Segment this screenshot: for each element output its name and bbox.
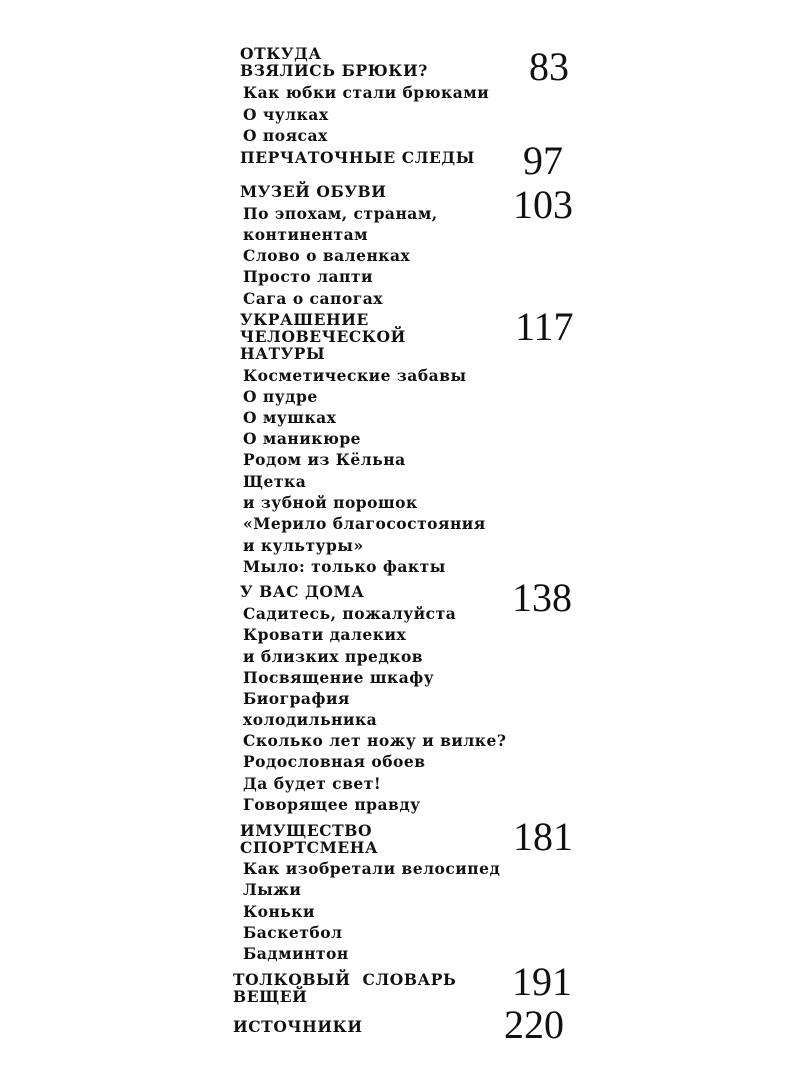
page-number: 103 xyxy=(513,182,573,227)
subsection-item: Щетка xyxy=(243,472,307,491)
subsection-item: Садитесь, пожалуйста xyxy=(243,604,457,623)
subsection-item: холодильника xyxy=(243,710,378,729)
section-title: У ВАС ДОМА xyxy=(240,582,365,601)
subsection-item: Как изобретали велосипед xyxy=(243,859,501,878)
page-number: 191 xyxy=(512,959,572,1004)
subsection-item: Биография xyxy=(243,689,350,708)
section-title: ВЕЩЕЙ xyxy=(233,987,308,1006)
subsection-item: О пудре xyxy=(243,387,318,406)
section-title: МУЗЕЙ ОБУВИ xyxy=(240,182,387,201)
subsection-item: Сага о сапогах xyxy=(243,289,383,308)
subsection-item: По эпохам, странам, xyxy=(243,204,438,223)
section-title: УКРАШЕНИЕ xyxy=(240,310,369,329)
page-number: 220 xyxy=(504,1002,564,1047)
subsection-item: Как юбки стали брюками xyxy=(243,83,490,102)
section-title: ЧЕЛОВЕЧЕСКОЙ xyxy=(240,327,406,346)
subsection-item: Родословная обоев xyxy=(243,752,426,771)
page-number: 83 xyxy=(529,44,569,89)
subsection-item: Кровати далеких xyxy=(243,625,407,644)
section-title: ТОЛКОВЫЙ СЛОВАРЬ xyxy=(233,970,457,989)
subsection-item: О чулках xyxy=(243,105,329,124)
subsection-item: и культуры» xyxy=(243,536,364,555)
subsection-item: О маникюре xyxy=(243,429,362,448)
section-title: ИСТОЧНИКИ xyxy=(233,1017,363,1036)
section-title: ВЗЯЛИСЬ БРЮКИ? xyxy=(240,61,428,80)
subsection-item: континентам xyxy=(243,225,369,244)
subsection-item: Коньки xyxy=(243,902,315,921)
subsection-item: Косметические забавы xyxy=(243,366,467,385)
page-number: 181 xyxy=(513,814,573,859)
subsection-item: Родом из Кёльна xyxy=(243,450,406,469)
section-title: ИМУЩЕСТВО xyxy=(240,821,373,840)
section-title: ПЕРЧАТОЧНЫЕ СЛЕДЫ xyxy=(240,148,476,167)
subsection-item: и близких предков xyxy=(243,647,424,666)
subsection-item: «Мерило благосостояния xyxy=(243,514,486,533)
subsection-item: Сколько лет ножу и вилке? xyxy=(243,731,507,750)
subsection-item: Слово о валенках xyxy=(243,246,411,265)
section-title: НАТУРЫ xyxy=(240,344,326,363)
subsection-item: О поясах xyxy=(243,126,328,145)
subsection-item: Просто лапти xyxy=(243,267,374,286)
subsection-item: Бадминтон xyxy=(243,944,349,963)
subsection-item: и зубной порошок xyxy=(243,493,418,512)
subsection-item: Да будет свет! xyxy=(243,774,382,793)
section-title: ОТКУДА xyxy=(240,44,322,63)
section-title: СПОРТСМЕНА xyxy=(240,838,379,857)
subsection-item: Лыжи xyxy=(243,880,302,899)
page-number: 97 xyxy=(523,138,563,183)
subsection-item: Баскетбол xyxy=(243,923,343,942)
subsection-item: Говорящее правду xyxy=(243,795,421,814)
page-number: 138 xyxy=(512,575,572,620)
subsection-item: О мушках xyxy=(243,408,337,427)
subsection-item: Посвящение шкафу xyxy=(243,668,435,687)
subsection-item: Мыло: только факты xyxy=(243,557,446,576)
page-number: 117 xyxy=(515,304,574,349)
